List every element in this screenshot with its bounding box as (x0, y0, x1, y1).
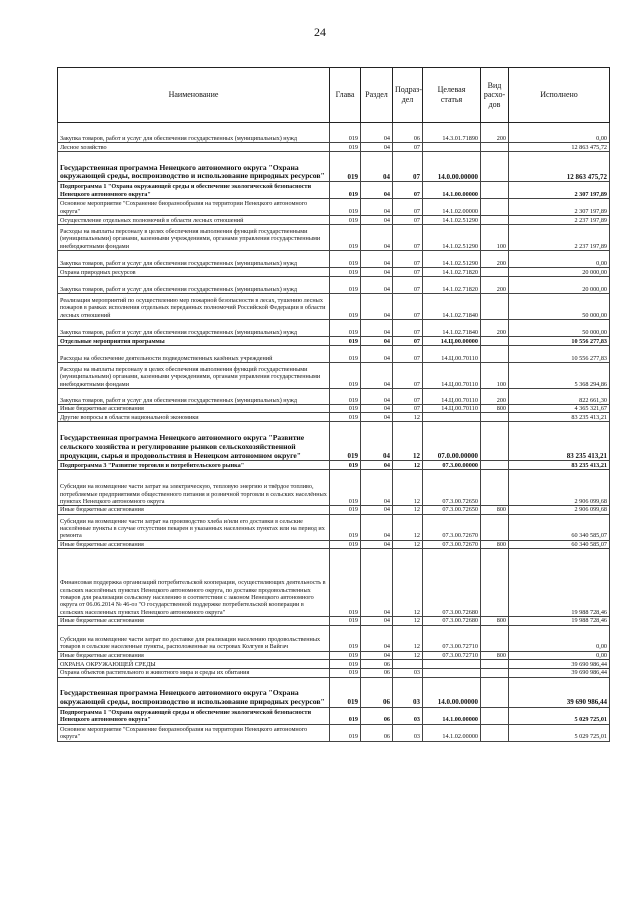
row-glava: 019 (330, 660, 361, 669)
row-executed-value: 4 365 321,67 (509, 405, 610, 413)
row-target-article: 07.3.00.72680 (423, 549, 481, 617)
row-target-article: 14.1.00.00000 (423, 182, 481, 199)
row-executed-value: 20 000,00 (509, 268, 610, 277)
row-name: Закупка товаров, работ и услуг для обеспечения государственных (муниципальных) нужд (58, 389, 330, 405)
row-podrazdel: 03 (393, 707, 423, 724)
row-target-article: 14.0.00.00000 (423, 677, 481, 707)
row-executed-value: 0,00 (509, 123, 610, 143)
row-expense-type (481, 294, 509, 320)
row-glava: 019 (330, 724, 361, 741)
row-podrazdel (393, 660, 423, 669)
row-target-article (423, 413, 481, 422)
row-podrazdel: 12 (393, 625, 423, 651)
row-expense-type (481, 625, 509, 651)
row-executed-value: 39 690 986,44 (509, 669, 610, 677)
row-razdel: 04 (361, 346, 393, 363)
row-podrazdel: 07 (393, 182, 423, 199)
page-number: 24 (314, 25, 326, 39)
row-expense-type: 100 (481, 225, 509, 251)
row-podrazdel: 07 (393, 389, 423, 405)
row-glava: 019 (330, 143, 361, 152)
row-executed-value: 83 235 413,21 (509, 422, 610, 461)
row-expense-type (481, 669, 509, 677)
table-row (58, 617, 610, 625)
table-row (58, 225, 610, 251)
row-target-article: 07.3.00.00000 (423, 461, 481, 470)
row-executed-value: 19 988 728,46 (509, 617, 610, 625)
row-expense-type (481, 346, 509, 363)
row-executed-value: 10 556 277,83 (509, 337, 610, 346)
row-podrazdel: 12 (393, 461, 423, 470)
row-name: Иные бюджетные ассигнования (58, 651, 330, 659)
table-row (58, 413, 610, 422)
row-target-article: 07.3.00.72680 (423, 617, 481, 625)
table-row (58, 514, 610, 540)
row-target-article: 07.3.00.72710 (423, 625, 481, 651)
row-target-article: 14.Ц.00.70110 (423, 363, 481, 389)
row-glava: 019 (330, 277, 361, 294)
row-glava: 019 (330, 707, 361, 724)
row-expense-type: 800 (481, 405, 509, 413)
row-expense-type (481, 143, 509, 152)
table-row (58, 277, 610, 294)
row-name: Расходы на обеспечение деятельности подведомственных казённых учреждений (58, 346, 330, 363)
row-executed-value: 83 235 413,21 (509, 461, 610, 470)
row-name: Финансовая поддержка организаций потребительской кооперации, осуществляющих деятельность в сельских населённых пунктах Ненецкого автономного округа, по доставке продовольственных товаров для реализации сельскому населению в соответствии с законом Ненецкого автономного округа от 06.06.2014 № 46-оз "О государственной поддержке потребительской кооперации в сельских населенных пунктах Ненецкого автономного округа" (58, 549, 330, 617)
row-executed-value: 0,00 (509, 251, 610, 268)
row-name: Реализация мероприятий по осуществлению мер пожарной безопасности в лесах, тушению лесных пожаров в рамках исполнения отдельных переданных полномочий Российской Федерации в области лесных отношений (58, 294, 330, 320)
row-podrazdel: 07 (393, 216, 423, 225)
row-name: Охрана объектов растительного и животного мира и среды их обитания (58, 669, 330, 677)
row-executed-value: 39 690 986,44 (509, 677, 610, 707)
row-name: Охрана природных ресурсов (58, 268, 330, 277)
row-glava: 019 (330, 461, 361, 470)
row-target-article: 07.0.00.00000 (423, 422, 481, 461)
row-target-article: 14.1.02.51290 (423, 225, 481, 251)
row-razdel: 06 (361, 707, 393, 724)
table-row (58, 182, 610, 199)
table-row (58, 405, 610, 413)
row-name: Иные бюджетные ассигнования (58, 405, 330, 413)
row-podrazdel: 07 (393, 346, 423, 363)
row-expense-type (481, 413, 509, 422)
row-razdel: 04 (361, 405, 393, 413)
row-glava: 019 (330, 540, 361, 548)
table-row (58, 506, 610, 514)
row-expense-type: 800 (481, 540, 509, 548)
row-podrazdel: 12 (393, 506, 423, 514)
table-row (58, 346, 610, 363)
row-podrazdel: 07 (393, 152, 423, 182)
row-target-article: 14.1.02.00000 (423, 724, 481, 741)
row-expense-type (481, 660, 509, 669)
header-target-article: Целевая статья (423, 68, 481, 123)
table-row (58, 677, 610, 707)
row-razdel: 04 (361, 225, 393, 251)
row-glava: 019 (330, 268, 361, 277)
row-razdel: 06 (361, 724, 393, 741)
row-podrazdel: 07 (393, 405, 423, 413)
row-podrazdel: 12 (393, 413, 423, 422)
row-razdel: 04 (361, 268, 393, 277)
row-name: Закупка товаров, работ и услуг для обеспечения государственных (муниципальных) нужд (58, 320, 330, 337)
row-target-article: 14.1.00.00000 (423, 707, 481, 724)
row-glava: 019 (330, 294, 361, 320)
row-razdel: 04 (361, 470, 393, 506)
row-expense-type (481, 707, 509, 724)
row-name: Субсидии на возмещение части затрат на электрическую, тепловую энергию и твёрдое топливо, потребляемые предприятиями общественного питания и розничной торговли в сельских населённых пунктах Ненецкого автономного округа (58, 470, 330, 506)
row-podrazdel: 07 (393, 294, 423, 320)
row-target-article: 14.Ц.00.70110 (423, 346, 481, 363)
table-row (58, 540, 610, 548)
row-name: Основное мероприятие "Сохранение биоразнообразия на территории Ненецкого автономного округа" (58, 199, 330, 216)
row-expense-type (481, 549, 509, 617)
row-razdel: 06 (361, 677, 393, 707)
row-name: Расходы на выплаты персоналу в целях обеспечения выполнения функций государственными (муниципальными) органами, казенными учреждениями, органами управления государственными внебюджетными фондами (58, 363, 330, 389)
row-expense-type: 800 (481, 506, 509, 514)
row-razdel: 04 (361, 123, 393, 143)
header-expense-type: Вид расхо- дов (481, 68, 509, 123)
row-razdel: 04 (361, 540, 393, 548)
row-expense-type (481, 216, 509, 225)
row-expense-type: 200 (481, 277, 509, 294)
row-target-article: 14.1.02.51290 (423, 251, 481, 268)
header-razdel: Раздел (361, 68, 393, 123)
row-glava: 019 (330, 617, 361, 625)
row-executed-value: 5 029 725,01 (509, 724, 610, 741)
row-name: Подпрограмма 3 "Развитие торговли и потребительского рынка" (58, 461, 330, 470)
row-expense-type: 200 (481, 123, 509, 143)
row-name: ОХРАНА ОКРУЖАЮЩЕЙ СРЕДЫ (58, 660, 330, 669)
row-target-article: 14.Ц.00.70110 (423, 405, 481, 413)
row-target-article: 07.3.00.72650 (423, 506, 481, 514)
row-executed-value: 60 340 585,07 (509, 540, 610, 548)
row-glava: 019 (330, 346, 361, 363)
table-row (58, 549, 610, 617)
row-executed-value: 2 307 197,89 (509, 199, 610, 216)
row-expense-type (481, 182, 509, 199)
row-razdel: 06 (361, 660, 393, 669)
header-glava: Глава (330, 68, 361, 123)
table-row (58, 216, 610, 225)
row-executed-value: 2 237 197,89 (509, 216, 610, 225)
row-target-article: 14.1.02.00000 (423, 199, 481, 216)
row-expense-type (481, 422, 509, 461)
row-target-article: 14.Ц.00.70110 (423, 389, 481, 405)
row-glava: 019 (330, 337, 361, 346)
table-row (58, 363, 610, 389)
row-executed-value: 5 368 294,86 (509, 363, 610, 389)
row-target-article: 07.3.00.72650 (423, 470, 481, 506)
row-podrazdel: 12 (393, 540, 423, 548)
row-glava: 019 (330, 225, 361, 251)
row-razdel: 04 (361, 337, 393, 346)
row-name: Государственная программа Ненецкого автономного округа "Охрана окружающей среды, воспроизводство и использование природных ресурсов" (58, 152, 330, 182)
row-razdel: 04 (361, 277, 393, 294)
row-podrazdel: 12 (393, 470, 423, 506)
row-podrazdel: 07 (393, 320, 423, 337)
row-glava: 019 (330, 651, 361, 659)
row-razdel: 04 (361, 617, 393, 625)
table-row (58, 651, 610, 659)
row-executed-value: 50 000,00 (509, 320, 610, 337)
table-row (58, 470, 610, 506)
row-razdel: 04 (361, 363, 393, 389)
row-glava: 019 (330, 251, 361, 268)
table-row (58, 143, 610, 152)
row-podrazdel: 03 (393, 724, 423, 741)
row-glava: 019 (330, 363, 361, 389)
row-executed-value: 20 000,00 (509, 277, 610, 294)
row-target-article (423, 143, 481, 152)
row-razdel: 04 (361, 182, 393, 199)
row-name: Закупка товаров, работ и услуг для обеспечения государственных (муниципальных) нужд (58, 251, 330, 268)
row-target-article: 14.1.02.71840 (423, 294, 481, 320)
row-glava: 019 (330, 320, 361, 337)
row-name: Основное мероприятие "Сохранение биоразнообразия на территории Ненецкого автономного округа" (58, 724, 330, 741)
row-executed-value: 822 661,30 (509, 389, 610, 405)
row-podrazdel: 07 (393, 143, 423, 152)
table-header-row (58, 68, 610, 123)
row-name: Государственная программа Ненецкого автономного округа "Развитие сельского хозяйства и регулирование рынков сельскохозяйственной продукции, сырья и продовольствия в Ненецком автономном округе" (58, 422, 330, 461)
row-name: Иные бюджетные ассигнования (58, 617, 330, 625)
row-expense-type: 800 (481, 651, 509, 659)
table-row (58, 422, 610, 461)
row-expense-type (481, 268, 509, 277)
table-row (58, 625, 610, 651)
row-expense-type (481, 677, 509, 707)
row-expense-type (481, 470, 509, 506)
row-target-article: 14.Ц.00.00000 (423, 337, 481, 346)
table-row (58, 294, 610, 320)
table-row (58, 669, 610, 677)
row-glava: 019 (330, 152, 361, 182)
row-podrazdel: 03 (393, 677, 423, 707)
row-podrazdel: 07 (393, 225, 423, 251)
row-razdel: 04 (361, 506, 393, 514)
header-executed: Исполнено (509, 68, 610, 123)
row-glava: 019 (330, 549, 361, 617)
row-target-article: 07.3.00.72670 (423, 514, 481, 540)
row-expense-type (481, 724, 509, 741)
row-podrazdel: 07 (393, 277, 423, 294)
row-glava: 019 (330, 470, 361, 506)
row-target-article (423, 660, 481, 669)
row-target-article: 14.1.02.71820 (423, 268, 481, 277)
row-glava: 019 (330, 389, 361, 405)
row-name: Подпрограмма 1 "Охрана окружающей среды и обеспечение экологической безопасности Ненецкого автономного округа" (58, 707, 330, 724)
row-name: Закупка товаров, работ и услуг для обеспечения государственных (муниципальных) нужд (58, 123, 330, 143)
row-name: Расходы на выплаты персоналу в целях обеспечения выполнения функций государственными (муниципальными) органами, казенными учреждениями, органами управления государственными внебюджетными фондами (58, 225, 330, 251)
row-executed-value: 2 237 197,89 (509, 225, 610, 251)
row-razdel: 04 (361, 422, 393, 461)
row-executed-value: 50 000,00 (509, 294, 610, 320)
row-name: Государственная программа Ненецкого автономного округа "Охрана окружающей среды, воспроизводство и использование природных ресурсов" (58, 677, 330, 707)
row-glava: 019 (330, 199, 361, 216)
row-podrazdel: 07 (393, 199, 423, 216)
row-glava: 019 (330, 123, 361, 143)
row-executed-value: 2 906 099,68 (509, 506, 610, 514)
row-executed-value: 0,00 (509, 651, 610, 659)
row-expense-type (481, 514, 509, 540)
row-podrazdel: 07 (393, 363, 423, 389)
row-glava: 019 (330, 422, 361, 461)
row-expense-type: 200 (481, 389, 509, 405)
row-expense-type (481, 152, 509, 182)
row-expense-type: 200 (481, 320, 509, 337)
row-target-article: 14.1.02.71820 (423, 277, 481, 294)
row-target-article (423, 669, 481, 677)
table-row (58, 461, 610, 470)
row-glava: 019 (330, 182, 361, 199)
row-razdel: 04 (361, 294, 393, 320)
row-expense-type: 100 (481, 363, 509, 389)
row-razdel: 04 (361, 413, 393, 422)
row-expense-type (481, 461, 509, 470)
row-razdel: 04 (361, 514, 393, 540)
row-expense-type: 200 (481, 251, 509, 268)
row-razdel: 04 (361, 216, 393, 225)
row-name: Субсидии на возмещение части затрат по доставке для реализации населению продовольственных товаров в сельские населенные пункты, расположенные на островах Колгуев и Вайгач (58, 625, 330, 651)
table-row (58, 337, 610, 346)
table-row (58, 660, 610, 669)
row-executed-value: 0,00 (509, 625, 610, 651)
row-razdel: 04 (361, 625, 393, 651)
row-glava: 019 (330, 514, 361, 540)
row-name: Субсидии на возмещение части затрат на производство хлеба и/или его доставки в сельские населённые пункты в случае отсутствия пекарен в указанных населенных пунктах или на период их ремонта (58, 514, 330, 540)
row-podrazdel: 12 (393, 617, 423, 625)
table-row (58, 199, 610, 216)
row-target-article: 07.3.00.72710 (423, 651, 481, 659)
row-glava: 019 (330, 413, 361, 422)
row-name: Лесное хозяйство (58, 143, 330, 152)
row-name: Другие вопросы в области национальной экономики (58, 413, 330, 422)
row-razdel: 04 (361, 143, 393, 152)
row-name: Подпрограмма 1 "Охрана окружающей среды и обеспечение экологической безопасности Ненецкого автономного округа" (58, 182, 330, 199)
row-podrazdel: 12 (393, 549, 423, 617)
row-name: Отдельные мероприятия программы (58, 337, 330, 346)
budget-table (57, 67, 610, 742)
row-podrazdel: 07 (393, 268, 423, 277)
row-target-article: 07.3.00.72670 (423, 540, 481, 548)
row-executed-value: 2 906 099,68 (509, 470, 610, 506)
table-row (58, 320, 610, 337)
table-row (58, 268, 610, 277)
table-row (58, 152, 610, 182)
table-row (58, 251, 610, 268)
row-target-article: 14.3.01.71890 (423, 123, 481, 143)
table-row (58, 123, 610, 143)
row-razdel: 04 (361, 199, 393, 216)
row-glava: 019 (330, 506, 361, 514)
row-expense-type: 800 (481, 617, 509, 625)
row-podrazdel: 03 (393, 669, 423, 677)
row-name: Осуществление отдельных полномочий в области лесных отношений (58, 216, 330, 225)
row-name: Закупка товаров, работ и услуг для обеспечения государственных (муниципальных) нужд (58, 277, 330, 294)
row-razdel: 04 (361, 461, 393, 470)
row-expense-type (481, 199, 509, 216)
row-razdel: 04 (361, 152, 393, 182)
row-glava: 019 (330, 669, 361, 677)
row-name: Иные бюджетные ассигнования (58, 506, 330, 514)
row-executed-value: 5 029 725,01 (509, 707, 610, 724)
row-executed-value: 60 340 585,07 (509, 514, 610, 540)
row-razdel: 04 (361, 320, 393, 337)
row-podrazdel: 07 (393, 337, 423, 346)
row-glava: 019 (330, 405, 361, 413)
row-razdel: 06 (361, 669, 393, 677)
row-executed-value: 12 863 475,72 (509, 143, 610, 152)
row-podrazdel: 12 (393, 514, 423, 540)
table-row (58, 389, 610, 405)
row-razdel: 04 (361, 251, 393, 268)
row-razdel: 04 (361, 389, 393, 405)
row-executed-value: 19 988 728,46 (509, 549, 610, 617)
row-razdel: 04 (361, 549, 393, 617)
row-target-article: 14.1.02.71840 (423, 320, 481, 337)
row-executed-value: 83 235 413,21 (509, 413, 610, 422)
row-glava: 019 (330, 677, 361, 707)
row-name: Иные бюджетные ассигнования (58, 540, 330, 548)
header-name: Наименование (58, 68, 330, 123)
row-target-article: 14.1.02.51290 (423, 216, 481, 225)
row-podrazdel: 07 (393, 251, 423, 268)
row-expense-type (481, 337, 509, 346)
row-razdel: 04 (361, 651, 393, 659)
row-executed-value: 12 863 475,72 (509, 152, 610, 182)
row-podrazdel: 12 (393, 422, 423, 461)
row-podrazdel: 12 (393, 651, 423, 659)
row-glava: 019 (330, 216, 361, 225)
header-podrazdel: Подраз- дел (393, 68, 423, 123)
row-target-article: 14.0.00.00000 (423, 152, 481, 182)
row-executed-value: 10 556 277,83 (509, 346, 610, 363)
row-glava: 019 (330, 625, 361, 651)
row-executed-value: 2 307 197,89 (509, 182, 610, 199)
table-row (58, 707, 610, 724)
table-row (58, 724, 610, 741)
row-podrazdel: 06 (393, 123, 423, 143)
row-executed-value: 39 690 986,44 (509, 660, 610, 669)
